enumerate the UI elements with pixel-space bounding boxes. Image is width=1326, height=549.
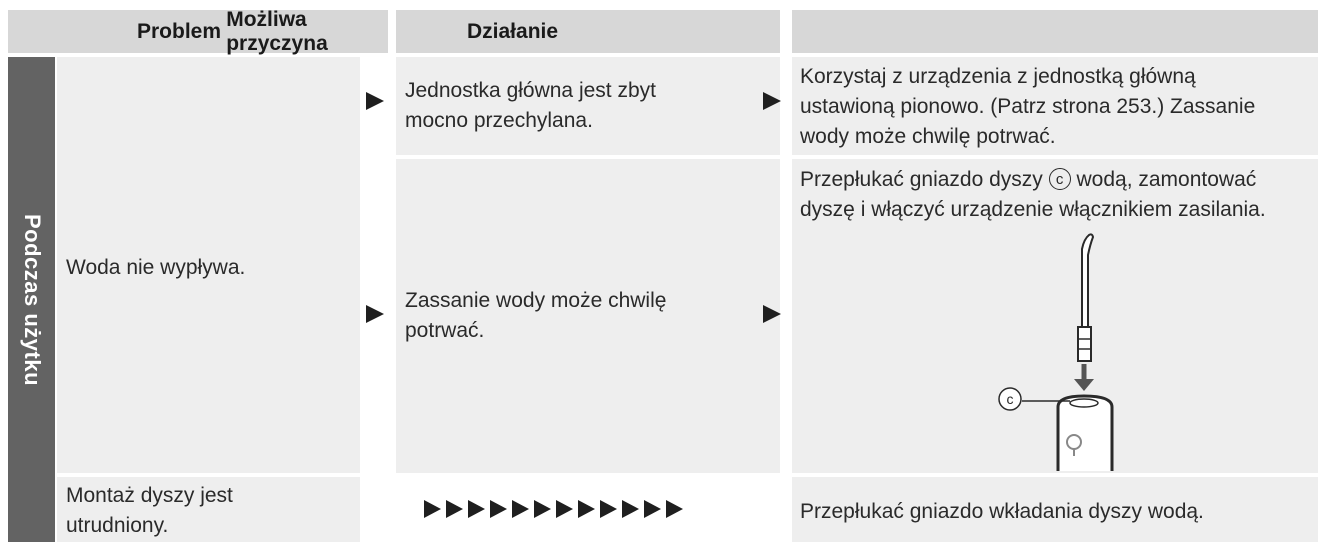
arrow-right-icon — [490, 500, 507, 518]
arrow-right-icon — [468, 500, 485, 518]
cause-cell — [396, 57, 780, 155]
arrow-right-icon — [600, 500, 617, 518]
arrow-right-icon — [763, 92, 781, 110]
problem-text: Montaż dyszy jest utrudniony. — [66, 484, 233, 537]
problem-text: Woda nie wypływa. — [66, 256, 246, 279]
arrow-right-icon — [622, 500, 639, 518]
cause-cell — [396, 159, 780, 473]
action-text-part: Przepłukać gniazdo dyszy — [800, 168, 1043, 191]
arrow-row — [424, 500, 683, 518]
cause-text: Jednostka główna jest zbyt mocno przechylana. — [405, 79, 656, 132]
problem-cell — [57, 57, 360, 473]
action-text — [800, 165, 1316, 225]
action-cell — [792, 477, 1318, 542]
action-text-part: wodą, zamontować dyszę i włączyć urządzenie włącznikiem zasilania. — [800, 168, 1266, 221]
arrow-right-icon — [512, 500, 529, 518]
nozzle-base-icon — [1078, 327, 1091, 361]
header-blank-cell — [792, 10, 1318, 53]
cause-text: Zassanie wody może chwilę potrwać. — [405, 289, 667, 342]
arrow-right-icon — [366, 92, 384, 110]
table-header — [8, 7, 388, 55]
side-category — [8, 57, 55, 542]
header-action: Działanie — [467, 19, 559, 43]
power-button-icon — [1067, 435, 1081, 449]
arrow-right-icon — [644, 500, 661, 518]
problem-cell — [57, 477, 360, 542]
action-cell — [792, 57, 1318, 155]
header-cause: Możliwa przyczyna — [226, 7, 328, 55]
marker-c-icon: c — [1049, 168, 1071, 190]
arrow-right-icon — [366, 305, 384, 323]
arrow-right-icon — [534, 500, 551, 518]
arrow-right-icon — [424, 500, 441, 518]
action-text: Korzystaj z urządzenia z jednostką główną ustawioną pionowo. (Patrz strona 253.) Zassanie wody może chwilę potrwać. — [800, 65, 1256, 148]
nozzle-tube-icon — [1082, 234, 1093, 327]
side-category-label: Podczas użytku — [19, 213, 45, 386]
arrow-right-icon — [556, 500, 573, 518]
arrow-right-icon — [666, 500, 683, 518]
arrow-down-icon — [1074, 379, 1094, 391]
action-cell — [792, 159, 1318, 473]
header-problem: Problem — [137, 19, 222, 43]
arrow-right-icon — [446, 500, 463, 518]
figure-marker: c — [1006, 391, 1014, 407]
header-action-cell — [396, 10, 780, 53]
nozzle-illustration — [988, 231, 1148, 471]
arrow-right-icon — [578, 500, 595, 518]
arrow-right-icon — [763, 305, 781, 323]
action-text: Przepłukać gniazdo wkładania dyszy wodą. — [800, 500, 1204, 523]
